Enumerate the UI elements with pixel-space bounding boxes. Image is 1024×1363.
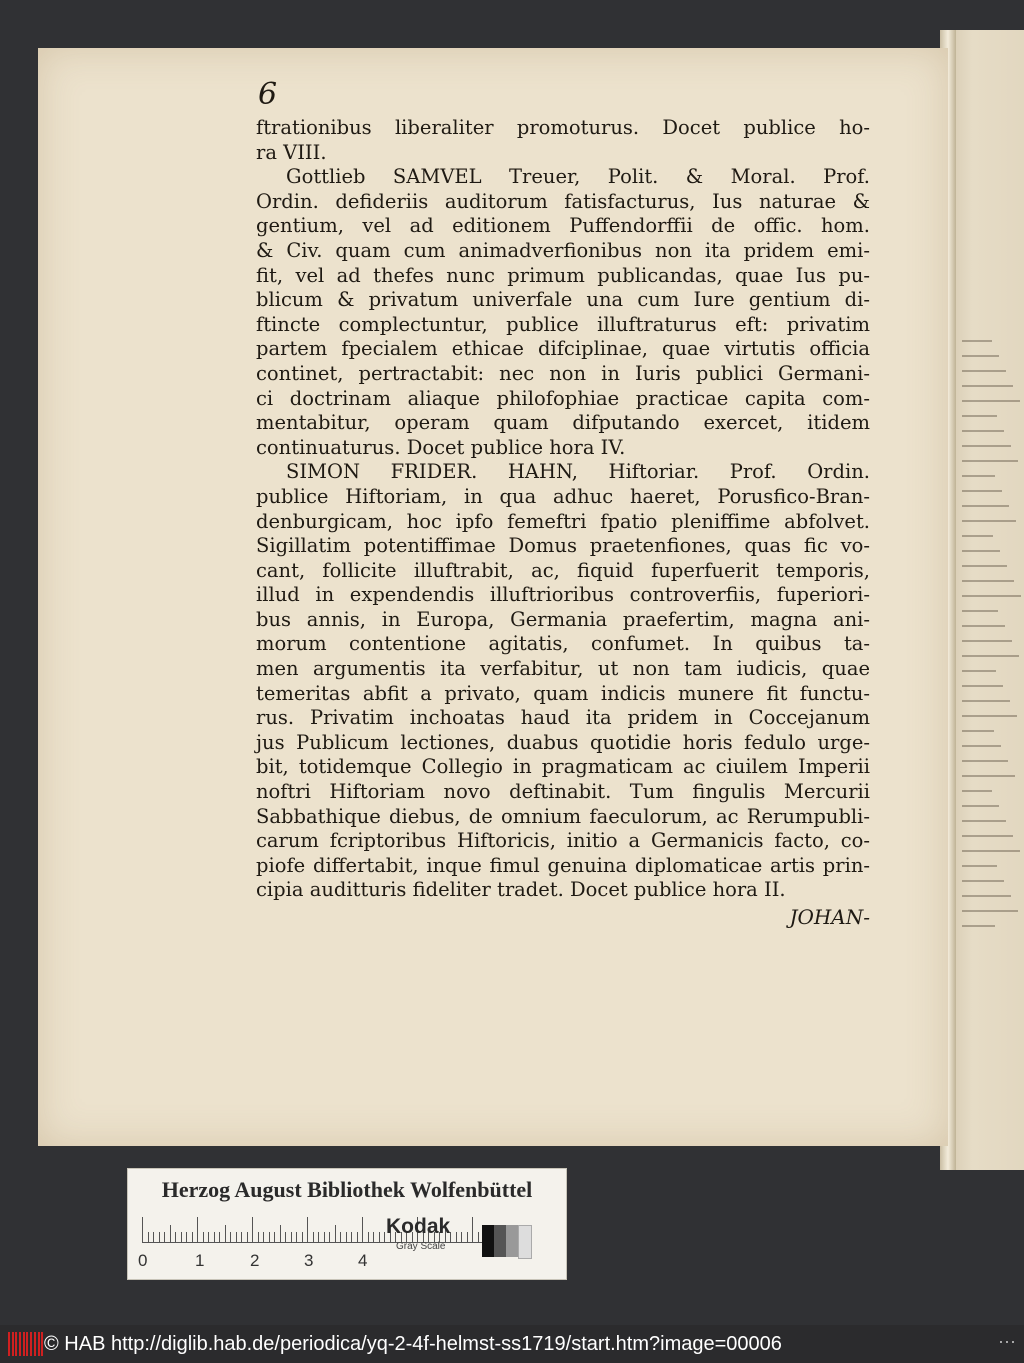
ruler-tick bbox=[274, 1232, 275, 1243]
facing-line bbox=[962, 700, 1010, 702]
page-text bbox=[256, 77, 870, 930]
text-line: noftri Hiftoriam novo deftinabit. Tum fingulis Mercurii bbox=[256, 780, 870, 804]
barcode-icon bbox=[8, 1332, 44, 1356]
facing-line bbox=[962, 505, 1009, 507]
text-line: Sigillatim potentiffimae Domus praetenfiones, quas fic vo- bbox=[256, 534, 870, 558]
facing-line bbox=[962, 640, 1012, 642]
barcode-stripe bbox=[23, 1332, 25, 1356]
ruler-tick bbox=[181, 1232, 182, 1243]
ruler-tick bbox=[296, 1232, 297, 1243]
text-line: cant, follicite illuftrabit, ac, fiquid fuperfuerit temporis, bbox=[256, 558, 870, 582]
ruler-tick bbox=[335, 1225, 336, 1243]
text-line: ra VIII. bbox=[256, 140, 327, 164]
ruler-tick bbox=[285, 1232, 286, 1243]
text-line: fit, vel ad thefes nunc primum publicandas, quae Ius pu- bbox=[256, 263, 870, 287]
facing-line bbox=[962, 820, 1006, 822]
ruler-tick bbox=[153, 1232, 154, 1243]
facing-line bbox=[962, 370, 1006, 372]
facing-line bbox=[962, 340, 992, 342]
ruler-tick bbox=[230, 1232, 231, 1243]
facing-line bbox=[962, 850, 1020, 852]
ruler-tick bbox=[373, 1232, 374, 1243]
ruler-tick bbox=[159, 1232, 160, 1243]
facing-line bbox=[962, 580, 1014, 582]
ruler-tick bbox=[175, 1232, 176, 1243]
text-line: ftrationibus liberaliter promoturus. Docet publice ho- bbox=[256, 116, 870, 139]
ruler-tick bbox=[307, 1217, 308, 1243]
text-line: piofe differtabit, inque fimul genuina diplomaticae artis prin- bbox=[256, 853, 870, 877]
barcode-stripe bbox=[38, 1332, 40, 1356]
text-line: gentium, vel ad editionem Puffendorffii de offic. hom. bbox=[256, 214, 870, 238]
text-line: continet, pertractabit: nec non in Iuris publici Germani- bbox=[256, 361, 870, 385]
text-line: continuaturus. Docet publice hora IV. bbox=[256, 435, 626, 459]
ruler-tick bbox=[291, 1232, 292, 1243]
ruler-tick bbox=[241, 1232, 242, 1243]
ruler-tick bbox=[197, 1217, 198, 1243]
text-line: cipia auditturis fideliter tradet. Docet publice hora II. bbox=[256, 878, 786, 902]
footer-bar bbox=[0, 1325, 1024, 1363]
facing-line bbox=[962, 445, 1011, 447]
barcode-stripe bbox=[41, 1332, 43, 1356]
ruler-tick bbox=[192, 1232, 193, 1243]
facing-line bbox=[962, 520, 1016, 522]
ruler-tick bbox=[203, 1232, 204, 1243]
text-line: illud in expendendis illuftrioribus controverfiis, fuperiori- bbox=[256, 583, 870, 607]
scale-number-3: 3 bbox=[304, 1251, 314, 1270]
gray-swatch-black bbox=[482, 1225, 494, 1257]
ruler-tick bbox=[142, 1217, 143, 1243]
text-line: Ordin. defideriis auditorum fatisfacturus, Ius naturae & bbox=[256, 189, 870, 213]
facing-line bbox=[962, 670, 996, 672]
text-line: blicum & privatum univerfale una cum Iure gentium di- bbox=[256, 288, 870, 312]
facing-line bbox=[962, 685, 1003, 687]
footer-copyright-link[interactable]: © HAB http://diglib.hab.de/periodica/yq-2-4f-helmst-ss1719/start.htm?image=00006 bbox=[44, 1333, 782, 1355]
ruler-tick bbox=[368, 1232, 369, 1243]
gray-swatch-light bbox=[518, 1225, 532, 1259]
facing-line bbox=[962, 415, 997, 417]
text-line: mentabitur, operam quam difputando exercet, itidem bbox=[256, 411, 870, 435]
ruler-tick bbox=[351, 1232, 352, 1243]
text-line: jus Publicum lectiones, duabus quotidie horis fedulo urge- bbox=[256, 730, 870, 754]
facing-line bbox=[962, 400, 1020, 402]
facing-page-text-edge bbox=[962, 340, 1022, 940]
ruler-tick bbox=[472, 1217, 473, 1243]
text-line: temeritas abfit a privato, quam indicis munere fit functu- bbox=[256, 681, 870, 705]
scale-number-1: 1 bbox=[195, 1251, 205, 1270]
facing-line bbox=[962, 475, 995, 477]
text-line: denburgicam, hoc ipfo femeftri fpatio pleniffime abfolvet. bbox=[256, 509, 870, 533]
barcode-stripe bbox=[12, 1332, 14, 1356]
text-line: ci doctrinam aliaque philofophiae practicae capita com- bbox=[256, 386, 870, 410]
barcode-stripe bbox=[19, 1332, 21, 1356]
scale-number-0: 0 bbox=[138, 1251, 148, 1270]
ruler-tick bbox=[164, 1232, 165, 1243]
facing-line bbox=[962, 550, 1000, 552]
facing-line bbox=[962, 760, 1008, 762]
barcode-stripe bbox=[34, 1332, 36, 1356]
kodak-logo: Kodak bbox=[386, 1215, 451, 1238]
facing-line bbox=[962, 835, 1013, 837]
facing-line bbox=[962, 880, 1004, 882]
ruler-tick bbox=[379, 1232, 380, 1243]
barcode-stripe bbox=[15, 1332, 17, 1356]
barcode-stripe bbox=[26, 1332, 28, 1356]
more-options-icon[interactable]: ··· bbox=[998, 1331, 1016, 1351]
ruler-tick bbox=[214, 1232, 215, 1243]
ruler-tick bbox=[170, 1225, 171, 1243]
text-line: bus annis, in Europa, Germania praefertim, magna ani- bbox=[256, 607, 870, 631]
facing-line bbox=[962, 745, 1001, 747]
ruler-tick bbox=[219, 1232, 220, 1243]
text-line: partem fpecialem ethicae difciplinae, quae virtutis officia bbox=[256, 337, 870, 361]
ruler-tick bbox=[329, 1232, 330, 1243]
ruler-tick bbox=[456, 1232, 457, 1243]
ruler-tick bbox=[324, 1232, 325, 1243]
gray-scale-label: Gray Scale bbox=[396, 1241, 446, 1252]
ruler-tick bbox=[280, 1225, 281, 1243]
ruler-tick bbox=[225, 1225, 226, 1243]
ruler-tick bbox=[269, 1232, 270, 1243]
facing-line bbox=[962, 430, 1004, 432]
ruler-tick bbox=[208, 1232, 209, 1243]
facing-line bbox=[962, 775, 1015, 777]
text-line: SIMON FRIDER. HAHN, Hiftoriar. Prof. Ordin. bbox=[286, 460, 870, 484]
text-line: publice Hiftoriam, in qua adhuc haeret, Porusfico-Bran- bbox=[256, 484, 870, 508]
facing-line bbox=[962, 355, 999, 357]
facing-line bbox=[962, 535, 993, 537]
ruler-tick bbox=[247, 1232, 248, 1243]
library-color-card bbox=[127, 1168, 567, 1280]
facing-line bbox=[962, 385, 1013, 387]
catchword: JOHAN- bbox=[789, 905, 870, 929]
facing-line bbox=[962, 625, 1005, 627]
text-line: rus. Privatim inchoatas haud ita pridem in Coccejanum bbox=[256, 706, 870, 730]
facing-line bbox=[962, 655, 1019, 657]
ruler-tick bbox=[318, 1232, 319, 1243]
text-line: bit, totidemque Collegio in pragmaticam ac ciuilem Imperii bbox=[256, 755, 870, 779]
page-number: 6 bbox=[258, 77, 278, 112]
text-line: carum fcriptoribus Hiftoricis, initio a Germanicis facto, co- bbox=[256, 829, 870, 853]
ruler-tick bbox=[252, 1217, 253, 1243]
facing-line bbox=[962, 490, 1002, 492]
ruler-tick bbox=[236, 1232, 237, 1243]
text-line: & Civ. quam cum animadverfionibus non ita pridem emi- bbox=[256, 238, 870, 262]
ruler-tick bbox=[346, 1232, 347, 1243]
scale-number-2: 2 bbox=[250, 1251, 260, 1270]
card-title: Herzog August Bibliothek Wolfenbüttel bbox=[161, 1177, 533, 1202]
facing-line bbox=[962, 565, 1007, 567]
text-line: morum contentione agitatis, confumet. In quibus ta- bbox=[256, 632, 870, 656]
gray-swatch-mid bbox=[506, 1225, 518, 1257]
ruler-tick bbox=[263, 1232, 264, 1243]
scale-number-4: 4 bbox=[358, 1251, 368, 1270]
facing-line bbox=[962, 460, 1018, 462]
gray-swatch-dark bbox=[494, 1225, 506, 1257]
facing-line bbox=[962, 595, 1021, 597]
ruler-tick bbox=[258, 1232, 259, 1243]
text-line: Sabbathique diebus, de omnium faeculorum, ac Rerumpubli- bbox=[256, 804, 870, 828]
facing-line bbox=[962, 730, 994, 732]
facing-line bbox=[962, 610, 998, 612]
text-lines bbox=[256, 116, 870, 903]
facing-line bbox=[962, 865, 997, 867]
ruler-tick bbox=[186, 1232, 187, 1243]
barcode-stripe bbox=[8, 1332, 10, 1356]
text-line: Gottlieb SAMVEL Treuer, Polit. & Moral. Prof. bbox=[286, 165, 870, 189]
ruler-tick bbox=[302, 1232, 303, 1243]
facing-line bbox=[962, 790, 992, 792]
ruler-tick bbox=[340, 1232, 341, 1243]
ruler-tick bbox=[461, 1232, 462, 1243]
text-line: ftincte complectuntur, publice illuftraturus eft: privatim bbox=[256, 312, 870, 336]
facing-line bbox=[962, 910, 1018, 912]
text-line: men argumentis ita verfabitur, ut non tam iudicis, quae bbox=[256, 657, 870, 681]
ruler-tick bbox=[313, 1232, 314, 1243]
facing-line bbox=[962, 715, 1017, 717]
ruler-tick bbox=[148, 1232, 149, 1243]
ruler-tick bbox=[357, 1232, 358, 1243]
ruler-tick bbox=[478, 1232, 479, 1243]
facing-line bbox=[962, 925, 995, 927]
ruler-tick bbox=[362, 1217, 363, 1243]
facing-line bbox=[962, 805, 999, 807]
ruler-tick bbox=[467, 1232, 468, 1243]
ruler-tick bbox=[384, 1232, 385, 1243]
barcode-stripe bbox=[30, 1332, 32, 1356]
facing-line bbox=[962, 895, 1011, 897]
